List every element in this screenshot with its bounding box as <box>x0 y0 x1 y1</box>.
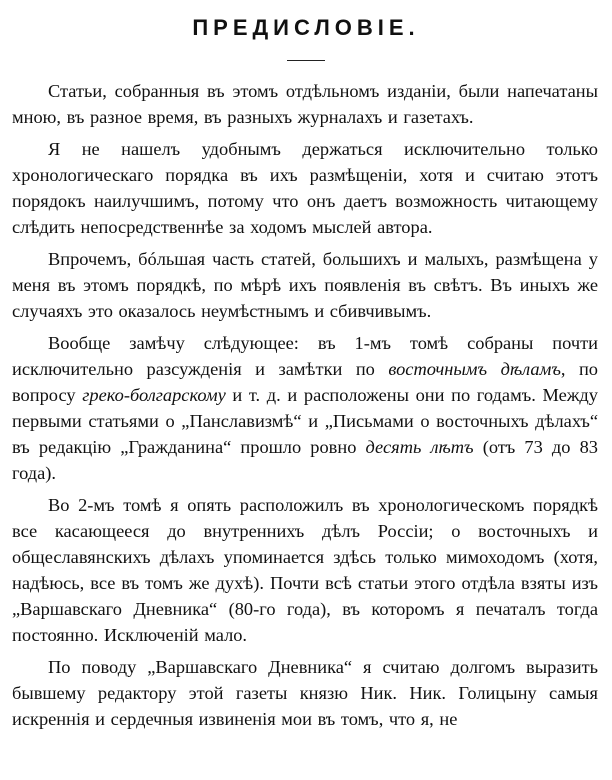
preface-body <box>12 78 598 738</box>
paragraph <box>12 136 598 240</box>
text-run: По поводу „Варшавскаго Дневника“ я считаю долгомъ выразить бывшему редактору этой газеты князю Ник. Ник. Голицыну самыя искреннія и сердечныя извиненія мои въ томъ, что я, не <box>12 657 598 729</box>
text-run: Вообще замѣчу слѣдующее: въ 1-мъ томѣ собраны почти исключительно разсужденія и замѣтки по <box>12 333 598 379</box>
page-title: ПРЕДИСЛОВІЕ. <box>192 15 420 40</box>
paragraph <box>12 654 598 732</box>
text-run: Я не нашелъ удобнымъ держаться исключительно только хронологическаго порядка въ ихъ размѣщеніи, хотя и считаю этотъ порядокъ наилучшимъ, потому что онъ даетъ возможность читающему слѣдить непосредственнѣе за ходомъ мыслей автора. <box>12 139 598 237</box>
italic-text-run: восточнымъ дѣламъ <box>388 359 561 379</box>
text-run: Впрочемъ, бóльшая часть статей, большихъ и малыхъ, размѣщена у меня въ этомъ порядкѣ, по мѣрѣ ихъ появленія въ свѣтъ. Въ иныхъ же случаяхъ это оказалось неумѣстнымъ и сбивчивымъ. <box>12 249 598 321</box>
paragraph <box>12 330 598 486</box>
text-run: (отъ 73 до 83 года). <box>12 437 598 483</box>
paragraph <box>12 78 598 130</box>
italic-text-run: греко-болгарскому <box>82 385 226 405</box>
text-run: , по вопросу <box>12 359 598 405</box>
text-run: Во 2-мъ томѣ я опять расположилъ въ хронологическомъ порядкѣ все касающееся до внутреннихъ дѣлъ Россіи; о восточныхъ и общеславянскихъ дѣлахъ упоминается здѣсь только мимоходомъ (хотя, надѣюсь, все въ томъ же духѣ). Почти всѣ статьи этого отдѣла взяты изъ „Варшавскаго Дневника“ (80-го года), въ которомъ я печаталъ тогда постоянно. Исключеній мало. <box>12 495 598 645</box>
paragraph <box>12 492 598 648</box>
text-run: Статьи, собранныя въ этомъ отдѣльномъ изданіи, были напечатаны мною, въ разное время, въ разныхъ журналахъ и газетахъ. <box>12 81 598 127</box>
paragraph <box>12 246 598 324</box>
italic-text-run: десять лѣтъ <box>365 437 474 457</box>
title-divider <box>287 60 325 61</box>
text-run: и т. д. и расположены они по годамъ. Между первыми статьями о „Панславизмѣ“ и „Письмами о восточныхъ дѣлахъ“ въ редакцію „Гражданина“ прошло ровно <box>12 385 598 457</box>
